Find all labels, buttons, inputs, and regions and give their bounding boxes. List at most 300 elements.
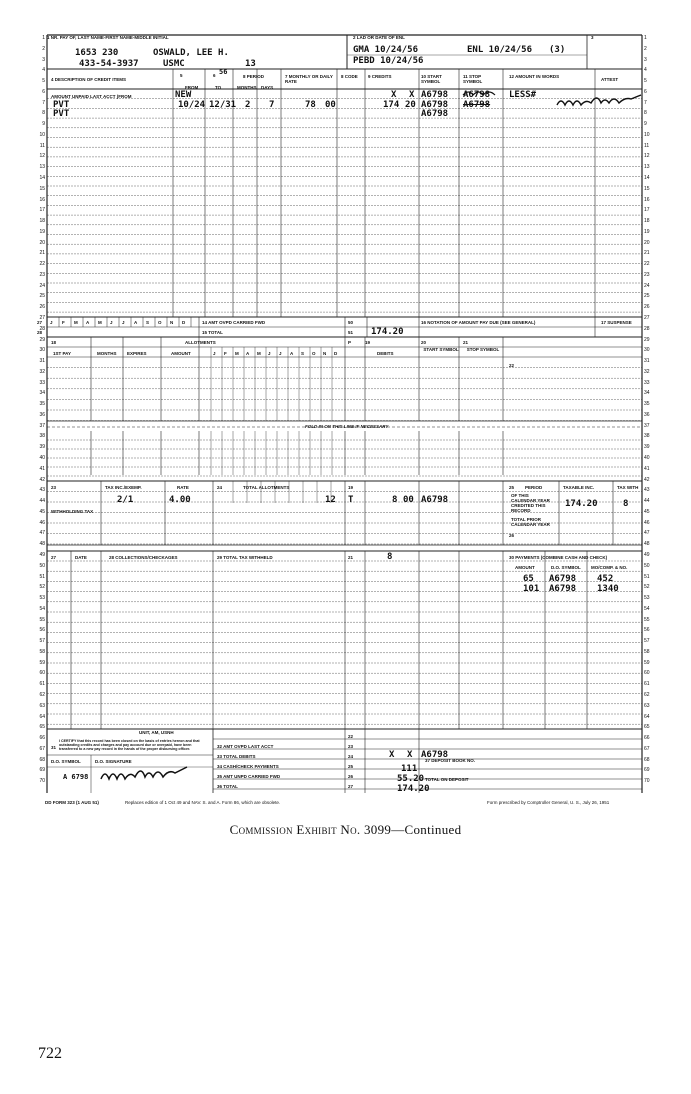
start-symbol-header-2: START SYMBOL bbox=[423, 347, 459, 352]
enlistment-count: (3) bbox=[549, 45, 566, 55]
amt-ovpd-last-label: 32 AMT OVPD LAST ACCT bbox=[217, 744, 274, 749]
attest-signature bbox=[555, 93, 645, 111]
month-letter: F bbox=[62, 320, 65, 325]
total-prior-year-label: TOTAL PRIOR CALENDAR YEAR bbox=[511, 517, 550, 527]
row7-stop-symbol: A6798 bbox=[463, 100, 491, 110]
row-number-right: 24 bbox=[644, 282, 650, 289]
row-number-right: 30 bbox=[644, 347, 650, 354]
total-15-label: 15 TOTAL bbox=[202, 330, 223, 335]
row-number-left: 49 bbox=[39, 551, 45, 558]
col-6-header: 6 bbox=[213, 73, 216, 78]
row-number-left: 61 bbox=[39, 681, 45, 688]
row-number-left: 43 bbox=[39, 487, 45, 494]
months-col-header: MONTHS bbox=[97, 351, 117, 356]
row-number-left: 7 bbox=[42, 99, 45, 106]
month-letter: D bbox=[182, 320, 186, 325]
row-number-left: 16 bbox=[39, 196, 45, 203]
row-number-left: 21 bbox=[39, 250, 45, 257]
month-letter: O bbox=[158, 320, 162, 325]
calendar-year-label: OF THIS CALENDAR YEAR CREDITED THIS RECORD bbox=[511, 493, 550, 513]
exhibit-title: Commission Exhibit No. 3099 bbox=[229, 822, 392, 837]
row-number-right: 4 bbox=[644, 67, 647, 74]
tax-rate-value: 4.00 bbox=[169, 495, 191, 505]
allotment-month-letter: F bbox=[224, 351, 227, 356]
row-number-right: 46 bbox=[644, 519, 650, 526]
month-letter: N bbox=[170, 320, 174, 325]
allotment-month-letter: O bbox=[312, 351, 316, 356]
row-number-right: 50 bbox=[644, 562, 650, 569]
row-number-left: 4 bbox=[42, 67, 45, 74]
row-number-right: 23 bbox=[644, 271, 650, 278]
tax-with-label: TAX WITH bbox=[617, 485, 639, 490]
row-number-right: 32 bbox=[644, 368, 650, 375]
box-19b-label: 19 bbox=[348, 485, 354, 490]
social-security-number: 433-54-3937 bbox=[79, 59, 139, 69]
row-number-left: 12 bbox=[39, 153, 45, 160]
debit-symbol: A6798 bbox=[421, 495, 449, 505]
stop-symbol-header: 11 STOP SYMBOL bbox=[463, 74, 483, 84]
unpaid-last-acct-label: AMOUNT UNPAID LAST ACCT (FROM bbox=[51, 94, 132, 99]
row-number-left: 59 bbox=[39, 659, 45, 666]
branch-of-service: USMC bbox=[163, 59, 185, 69]
months-header: MONTHS bbox=[237, 85, 257, 90]
gma-date: GMA 10/24/56 bbox=[353, 45, 419, 55]
tax-code: T bbox=[348, 495, 354, 505]
month-letter: M bbox=[74, 320, 78, 325]
row-number-left: 39 bbox=[39, 444, 45, 451]
period-header: 8 PERIOD bbox=[243, 74, 265, 79]
bottom-symbol: A6798 bbox=[421, 750, 449, 760]
row-number-left: 28 bbox=[39, 325, 45, 332]
row-number-left: 66 bbox=[39, 735, 45, 742]
row-number-left: 60 bbox=[39, 670, 45, 677]
pay-record-form bbox=[35, 33, 652, 805]
amount-words-header: 12 AMOUNT IN WORDS bbox=[509, 74, 560, 79]
row-28-label: 28 bbox=[37, 330, 43, 335]
total-amount: 174.20 bbox=[371, 327, 404, 337]
row-number-right: 34 bbox=[644, 390, 650, 397]
row-number-right: 35 bbox=[644, 401, 650, 408]
row-number-right: 66 bbox=[644, 735, 650, 742]
exhibit-continued: —Continued bbox=[391, 822, 462, 837]
member-name: OSWALD, LEE H. bbox=[153, 48, 229, 58]
name-field-label: 1 NR. PAY OF, LAST NAME-FIRST NAME-MIDDLE INITIAL bbox=[47, 35, 169, 40]
row-number-right: 59 bbox=[644, 659, 650, 666]
amount-col-header: AMOUNT bbox=[171, 351, 191, 356]
tax-exemption-value: 2/1 bbox=[117, 495, 134, 505]
row-number-right: 44 bbox=[644, 498, 650, 505]
row8-grade: PVT bbox=[53, 109, 70, 119]
expires-header: EXPIRES bbox=[127, 351, 147, 356]
row7-grade: PVT bbox=[53, 100, 70, 110]
row-number-right: 51 bbox=[644, 573, 650, 580]
row-number-right: 21 bbox=[644, 250, 650, 257]
amt-unpd-fwd-label: 35 AMT UNPD CARRIED FWD bbox=[217, 774, 281, 779]
row-number-left: 22 bbox=[39, 261, 45, 268]
row-number-left: 13 bbox=[39, 164, 45, 171]
row-number-left: 44 bbox=[39, 498, 45, 505]
payment-do-symbol-header: D.O. SYMBOL bbox=[551, 565, 581, 570]
box-31-label: 31 bbox=[51, 745, 57, 750]
row-number-left: 31 bbox=[39, 358, 45, 365]
bottom-x1: X bbox=[389, 750, 395, 760]
period-25-label: PERIOD bbox=[525, 485, 543, 490]
row7-start-symbol: A6798 bbox=[421, 100, 449, 110]
row-number-right: 53 bbox=[644, 595, 650, 602]
row7-credit-cents: 20 bbox=[405, 100, 416, 110]
row-number-right: 48 bbox=[644, 541, 650, 548]
box-23b: 23 bbox=[348, 744, 354, 749]
row-number-left: 10 bbox=[39, 131, 45, 138]
row-number-left: 54 bbox=[39, 605, 45, 612]
box-21b-label: 21 bbox=[348, 555, 354, 560]
month-letter: A bbox=[134, 320, 138, 325]
row-number-right: 16 bbox=[644, 196, 650, 203]
allotment-month-letter: J bbox=[213, 351, 216, 356]
row-number-left: 41 bbox=[39, 465, 45, 472]
row-number-left: 48 bbox=[39, 541, 45, 548]
row-number-right: 26 bbox=[644, 304, 650, 311]
row-number-right: 58 bbox=[644, 648, 650, 655]
row6-less: LESS# bbox=[509, 90, 537, 100]
fold-line-label: FOLD IN ON THIS LINE IF NECESSARY bbox=[305, 424, 389, 429]
row-number-right: 56 bbox=[644, 627, 650, 634]
allotments-label: ALLOTMENTS bbox=[185, 340, 216, 345]
month-letter: M bbox=[98, 320, 102, 325]
row-number-right: 47 bbox=[644, 530, 650, 537]
total-allotments-value: 12 bbox=[325, 495, 336, 505]
row-number-left: 64 bbox=[39, 713, 45, 720]
row-number-left: 40 bbox=[39, 455, 45, 462]
row-number-right: 17 bbox=[644, 207, 650, 214]
row-number-right: 2 bbox=[644, 45, 647, 52]
row-number-right: 8 bbox=[644, 110, 647, 117]
total-on-deposit-label: TOTAL ON DEPOSIT bbox=[425, 777, 469, 782]
debit-cents: 00 bbox=[403, 495, 414, 505]
row-number-right: 22 bbox=[644, 261, 650, 268]
total-debits-label: 33 TOTAL DEBITS bbox=[217, 754, 256, 759]
row-number-right: 62 bbox=[644, 691, 650, 698]
box-50-label: 50 bbox=[348, 320, 354, 325]
box-27-label: 27 bbox=[51, 555, 57, 560]
allotment-month-letter: J bbox=[268, 351, 271, 356]
amt-ovpd-fwd-label: 14 AMT OVPD CARRIED FWD bbox=[202, 320, 266, 325]
tax-withheld-value: 8 bbox=[623, 499, 629, 509]
row6-x2: X bbox=[409, 90, 415, 100]
box-24b: 24 bbox=[348, 754, 354, 759]
code-header: 8 CODE bbox=[341, 74, 358, 79]
box-3-label: 3 bbox=[591, 35, 594, 40]
row-number-right: 18 bbox=[644, 218, 650, 225]
total-36-label: 36 TOTAL bbox=[217, 784, 238, 789]
row-number-left: 62 bbox=[39, 691, 45, 698]
row-number-right: 60 bbox=[644, 670, 650, 677]
row-number-left: 57 bbox=[39, 638, 45, 645]
row-number-right: 29 bbox=[644, 336, 650, 343]
row-number-right: 9 bbox=[644, 121, 647, 128]
row-number-left: 46 bbox=[39, 519, 45, 526]
rate-header: 7 MONTHLY OR DAILY RATE bbox=[285, 74, 333, 84]
enlistment-date: ENL 10/24/56 bbox=[467, 45, 533, 55]
row-number-right: 28 bbox=[644, 325, 650, 332]
row-number-left: 56 bbox=[39, 627, 45, 634]
collections-label: 28 COLLECTIONS/CHECKAGES bbox=[109, 555, 178, 560]
row7-months: 2 bbox=[245, 100, 251, 110]
from-header: FROM bbox=[185, 85, 199, 90]
row-number-right: 61 bbox=[644, 681, 650, 688]
row-number-right: 43 bbox=[644, 487, 650, 494]
row-number-left: 9 bbox=[42, 121, 45, 128]
row7-days: 7 bbox=[269, 100, 275, 110]
row-number-right: 27 bbox=[644, 315, 650, 322]
row-number-left: 53 bbox=[39, 595, 45, 602]
allotment-month-letter: S bbox=[301, 351, 305, 356]
row-number-right: 65 bbox=[644, 724, 650, 731]
allotment-month-letter: J bbox=[279, 351, 282, 356]
date-label: DATE bbox=[75, 555, 87, 560]
box-22-label: 22 bbox=[509, 363, 515, 368]
row-number-right: 57 bbox=[644, 638, 650, 645]
start-symbol-header: 10 START SYMBOL bbox=[421, 74, 442, 84]
pebd-date: PEBD 10/24/56 bbox=[353, 56, 424, 66]
month-letter: J bbox=[122, 320, 125, 325]
row-number-left: 17 bbox=[39, 207, 45, 214]
row6-stop-symbol: A6798 bbox=[463, 90, 491, 100]
row-number-left: 23 bbox=[39, 271, 45, 278]
row-number-left: 52 bbox=[39, 584, 45, 591]
total-tax-withheld-label: 29 TOTAL TAX WITHHELD bbox=[217, 555, 273, 560]
row7-from: 10/24 bbox=[178, 100, 206, 110]
payment-2-symbol: A6798 bbox=[549, 584, 577, 594]
row-number-left: 5 bbox=[42, 78, 45, 85]
box-21-label: 21 bbox=[463, 340, 469, 345]
row-number-left: 26 bbox=[39, 304, 45, 311]
payment-2-amount: 101 bbox=[523, 584, 540, 594]
allotment-month-letter: M bbox=[235, 351, 239, 356]
row-number-left: 38 bbox=[39, 433, 45, 440]
exhibit-caption bbox=[0, 822, 691, 838]
row-number-right: 31 bbox=[644, 358, 650, 365]
first-pay-header: 1ST PAY bbox=[53, 351, 72, 356]
row-number-left: 19 bbox=[39, 228, 45, 235]
row-number-left: 42 bbox=[39, 476, 45, 483]
page-number: 722 bbox=[38, 1045, 62, 1062]
stop-symbol-scribble bbox=[461, 89, 497, 99]
row-number-right: 12 bbox=[644, 153, 650, 160]
payment-1-number: 452 bbox=[597, 574, 614, 584]
form-prescribed-note: Form prescribed by Comptroller General, U. S., July 26, 1951 bbox=[487, 800, 610, 805]
row-number-left: 69 bbox=[39, 767, 45, 774]
suspense-label: 17 SUSPENSE bbox=[601, 320, 632, 325]
allotment-month-letter: A bbox=[246, 351, 250, 356]
service-number: 1653 230 bbox=[75, 48, 119, 58]
row-number-right: 6 bbox=[644, 88, 647, 95]
box-23-label: 23 bbox=[51, 485, 57, 490]
withheld-value: 8 bbox=[387, 552, 393, 562]
row-number-left: 58 bbox=[39, 648, 45, 655]
month-letter: J bbox=[110, 320, 113, 325]
row-number-left: 37 bbox=[39, 422, 45, 429]
deposit-book-label: 37 DEPOSIT BOOK NO. bbox=[425, 758, 476, 763]
row-number-right: 11 bbox=[644, 142, 650, 149]
row-number-left: 2 bbox=[42, 45, 45, 52]
days-header: DAYS bbox=[261, 85, 274, 90]
row-number-right: 36 bbox=[644, 411, 650, 418]
box-18-label: 18 bbox=[51, 340, 57, 345]
row7-rate: 78 bbox=[305, 100, 316, 110]
withholding-tax-label: WITHHOLDING TAX bbox=[51, 509, 94, 514]
row-number-left: 30 bbox=[39, 347, 45, 354]
tax-inc-exemp-label: TAX INC./EXEMP. bbox=[105, 485, 142, 490]
row-number-right: 25 bbox=[644, 293, 650, 300]
unpaid-forward-value: 55.20 bbox=[397, 774, 425, 784]
row-number-right: 40 bbox=[644, 455, 650, 462]
row-number-left: 8 bbox=[42, 110, 45, 117]
row-number-right: 13 bbox=[644, 164, 650, 171]
stop-symbol-header-2: STOP SYMBOL bbox=[466, 347, 500, 352]
row-number-right: 19 bbox=[644, 228, 650, 235]
allotment-month-letter: A bbox=[290, 351, 294, 356]
row-number-left: 15 bbox=[39, 185, 45, 192]
credit-items-header: 4 DESCRIPTION OF CREDIT ITEMS bbox=[51, 77, 127, 82]
row-number-left: 65 bbox=[39, 724, 45, 731]
box-25b: 25 bbox=[348, 764, 354, 769]
total-allotments-label: TOTAL ALLOTMENTS bbox=[243, 485, 290, 490]
box-51-label: 51 bbox=[348, 330, 354, 335]
allotment-month-letter: N bbox=[323, 351, 327, 356]
payment-comp-header: MO/COMP. & NO. bbox=[591, 565, 628, 570]
row-number-right: 55 bbox=[644, 616, 650, 623]
row-number-left: 27 bbox=[39, 315, 45, 322]
box-19-label: 19 bbox=[365, 340, 371, 345]
row-number-left: 47 bbox=[39, 530, 45, 537]
form-number: DD FORM 323 (1 AUG 51) bbox=[45, 800, 99, 805]
row-number-left: 55 bbox=[39, 616, 45, 623]
debits-header: DEBITS bbox=[377, 351, 394, 356]
row7-to: 12/31 bbox=[209, 100, 237, 110]
row-number-left: 6 bbox=[42, 88, 45, 95]
row-number-right: 41 bbox=[644, 465, 650, 472]
row-number-right: 7 bbox=[644, 99, 647, 106]
row-number-left: 14 bbox=[39, 175, 45, 181]
lad-field-label: 2 LAD OR DATE OF ENL bbox=[353, 35, 405, 40]
row8-start-symbol: A6798 bbox=[421, 109, 449, 119]
row-number-right: 49 bbox=[644, 551, 650, 558]
attest-header: ATTEST bbox=[601, 77, 619, 82]
certification-text: I CERTIFY that this record has been closed on the basis of entries hereon and that outstanding credits and charges and pay account due or overpaid, have been transferred to a new pay record in the hands of the proper disbursing officer. bbox=[59, 739, 200, 751]
row7-rate-cents: 00 bbox=[325, 100, 336, 110]
row-number-left: 20 bbox=[39, 239, 45, 246]
bottom-x2: X bbox=[407, 750, 413, 760]
row-number-left: 67 bbox=[39, 745, 45, 752]
rate-label: RATE bbox=[177, 485, 189, 490]
box-24-label: 24 bbox=[217, 485, 223, 490]
row-number-right: 10 bbox=[644, 131, 650, 138]
to-header: TO bbox=[215, 85, 222, 90]
row-number-left: 45 bbox=[39, 508, 45, 515]
box-20-label: 20 bbox=[421, 340, 427, 345]
row6-x1: X bbox=[391, 90, 397, 100]
row-number-left: 24 bbox=[39, 282, 45, 289]
row-number-left: 34 bbox=[39, 390, 45, 397]
taxable-income-value: 174.20 bbox=[565, 499, 598, 509]
row6-start-symbol: A6798 bbox=[421, 90, 449, 100]
box-27b: 27 bbox=[348, 784, 354, 789]
payment-2-number: 1340 bbox=[597, 584, 619, 594]
payment-1-symbol: A6798 bbox=[549, 574, 577, 584]
row-number-right: 45 bbox=[644, 508, 650, 515]
row-number-left: 25 bbox=[39, 293, 45, 300]
row-number-right: 39 bbox=[644, 444, 650, 451]
month-letter: J bbox=[50, 320, 53, 325]
row-number-left: 70 bbox=[39, 778, 45, 785]
row-number-right: 33 bbox=[644, 379, 650, 386]
row-number-left: 18 bbox=[39, 218, 45, 225]
row7-credit: 174 bbox=[383, 100, 400, 110]
row-number-left: 36 bbox=[39, 411, 45, 418]
col-6-year: 56 bbox=[219, 68, 228, 76]
unit-label: UNIT, AM, USNH bbox=[139, 730, 174, 735]
bottom-total-value: 174.20 bbox=[397, 784, 430, 794]
row-number-right: 5 bbox=[644, 78, 647, 85]
debit-value: 8 bbox=[392, 495, 398, 505]
payments-label: 30 PAYMENTS (COMBINE CASH AND CHECK) bbox=[509, 555, 608, 560]
month-letter: S bbox=[146, 320, 150, 325]
do-symbol-label: D.O. SYMBOL bbox=[51, 759, 81, 764]
row-number-left: 50 bbox=[39, 562, 45, 569]
row-number-left: 1 bbox=[42, 35, 45, 41]
row-27-label: 27 bbox=[37, 320, 43, 325]
row-number-right: 52 bbox=[644, 584, 650, 591]
row-number-left: 63 bbox=[39, 702, 45, 709]
row-number-right: 68 bbox=[644, 756, 650, 763]
row-number-left: 33 bbox=[39, 379, 45, 386]
do-signature-label: D.O. SIGNATURE bbox=[95, 759, 132, 764]
box-22b: 22 bbox=[348, 734, 354, 739]
row-number-right: 64 bbox=[644, 713, 650, 720]
row-number-left: 3 bbox=[42, 56, 45, 63]
allotment-month-letter: D bbox=[334, 351, 338, 356]
row-number-left: 29 bbox=[39, 336, 45, 343]
form-grid bbox=[35, 33, 652, 793]
row-number-right: 15 bbox=[644, 185, 650, 192]
row-number-right: 37 bbox=[644, 422, 650, 429]
row-number-right: 42 bbox=[644, 476, 650, 483]
credits-header: 9 CREDITS bbox=[368, 74, 392, 79]
payment-1-amount: 65 bbox=[523, 574, 534, 584]
cash-payments-value: 111 bbox=[401, 764, 418, 774]
row-number-right: 14 bbox=[644, 175, 650, 181]
row-number-right: 3 bbox=[644, 56, 647, 63]
row-number-right: 1 bbox=[644, 35, 647, 41]
row-number-right: 54 bbox=[644, 605, 650, 612]
do-symbol-value: A 6798 bbox=[63, 773, 89, 781]
row-number-left: 68 bbox=[39, 756, 45, 763]
row-number-left: 51 bbox=[39, 573, 45, 580]
disbursing-officer-signature bbox=[99, 765, 189, 787]
month-letter: A bbox=[86, 320, 90, 325]
box-26-label: 26 bbox=[509, 533, 515, 538]
row-number-left: 35 bbox=[39, 401, 45, 408]
box-26b: 26 bbox=[348, 774, 354, 779]
row-number-left: 11 bbox=[39, 142, 45, 149]
row-number-right: 20 bbox=[644, 239, 650, 246]
p-mark: P bbox=[348, 340, 352, 345]
row-number-left: 32 bbox=[39, 368, 45, 375]
row-number-right: 38 bbox=[644, 433, 650, 440]
row6-new: NEW bbox=[175, 90, 192, 100]
row-number-right: 69 bbox=[644, 767, 650, 774]
